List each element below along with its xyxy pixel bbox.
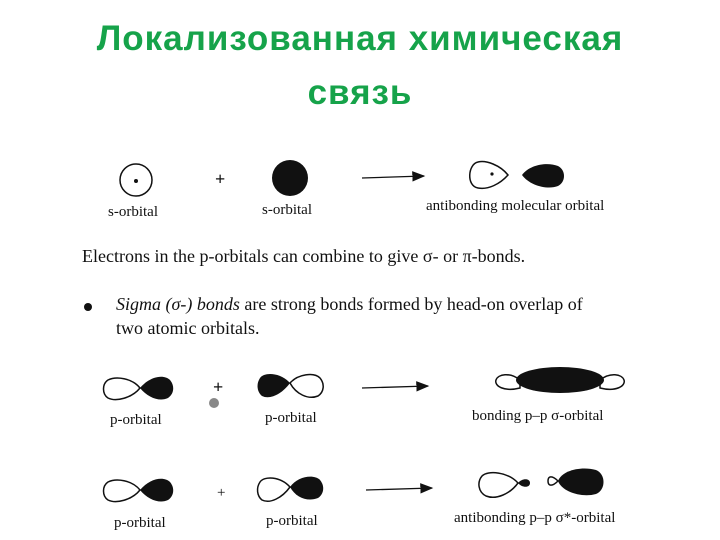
sigma-bond-italic: Sigma (σ-) bonds bbox=[116, 294, 240, 314]
plus-sign-3: + bbox=[217, 485, 226, 501]
antibonding-s-orbital bbox=[470, 162, 564, 189]
p-orbital-right-2 bbox=[258, 477, 324, 502]
antibonding-sigma-star-orbital bbox=[479, 468, 604, 497]
title-line-1: Локализованная химическая bbox=[96, 19, 624, 58]
smudge-dot bbox=[209, 398, 219, 408]
p-orbital-label-left-2: p-orbital bbox=[114, 515, 166, 531]
antibonding-sigma-star-label: antibonding p–p σ*-orbital bbox=[454, 510, 616, 526]
plus-sign-2: + bbox=[213, 377, 224, 397]
arrow-1 bbox=[362, 176, 424, 178]
title-line-2: связь bbox=[307, 73, 413, 112]
s-orbital-label-left: s-orbital bbox=[108, 204, 158, 220]
p-orbital-right-1 bbox=[258, 374, 324, 397]
sigma-bond-rest: are strong bonds formed by head-on overlap of bbox=[239, 294, 583, 314]
bonding-sigma-label: bonding p–p σ-orbital bbox=[472, 408, 604, 424]
arrow-2 bbox=[362, 386, 428, 388]
plus-sign-1: + bbox=[215, 169, 226, 189]
p-orbitals-paragraph: Electrons in the p-orbitals can combine to give σ- or π-bonds. bbox=[82, 246, 526, 266]
p-orbital-label-mid-2: p-orbital bbox=[266, 513, 318, 529]
sigma-bond-text-line2: two atomic orbitals. bbox=[116, 318, 260, 338]
s-orbital-label-mid: s-orbital bbox=[262, 202, 312, 218]
s-orbital-open bbox=[120, 164, 152, 196]
s-orbital-filled bbox=[272, 160, 308, 196]
p-orbital-label-left-1: p-orbital bbox=[110, 412, 162, 428]
arrow-3 bbox=[366, 488, 432, 490]
p-orbital-label-mid-1: p-orbital bbox=[265, 410, 317, 426]
p-orbital-left-1 bbox=[104, 377, 174, 400]
antibonding-mo-label: antibonding molecular orbital bbox=[426, 198, 605, 214]
sigma-bond-text-line1 bbox=[116, 294, 583, 315]
p-orbital-left-2 bbox=[104, 479, 174, 502]
bullet-point bbox=[84, 303, 92, 311]
bonding-sigma-orbital bbox=[496, 367, 625, 393]
